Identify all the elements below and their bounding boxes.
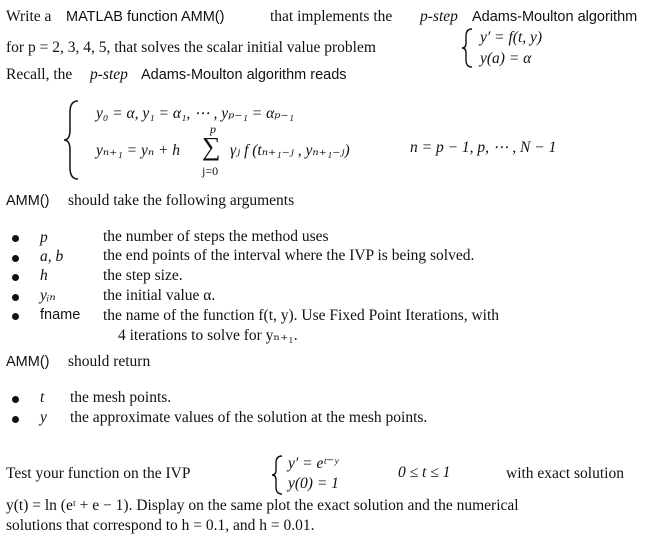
intro-method: Adams-Moulton algorithm	[472, 9, 638, 25]
arg-desc: the initial value α.	[103, 287, 216, 304]
arg-name: h	[40, 267, 48, 284]
arg-name: p	[40, 229, 48, 246]
test-line2: y(t) = ln (eᵗ + e − 1). Display on the same plot the exact solution and the numerical	[6, 497, 519, 514]
bullet	[12, 396, 19, 403]
test-eq1: y′ = eᵗ⁻ʸ	[288, 455, 339, 472]
test-eq2: y(0) = 1	[288, 475, 339, 492]
return-name: y	[40, 409, 47, 426]
returns-heading-fn: AMM()	[6, 354, 50, 370]
test-pre: Test your function on the IVP	[6, 465, 191, 482]
arg-desc: the name of the function f(t, y). Use Fixed Point Iterations, with	[103, 307, 500, 324]
intro-line2: for p = 2, 3, 4, 5, that solves the scalar initial value problem	[6, 39, 376, 56]
sum-top: p	[210, 122, 216, 136]
algorithm-brace	[64, 100, 80, 180]
arg-name: a, b	[40, 248, 64, 265]
arg-desc: the number of steps the method uses	[103, 228, 329, 245]
test-post: with exact solution	[506, 465, 624, 482]
intro-line1-mid: that implements the	[270, 8, 393, 25]
intro-line3-pstep: p-step	[90, 66, 128, 83]
ivp-brace	[462, 28, 474, 68]
sum-symbol: ∑	[202, 132, 221, 161]
bullet	[12, 416, 19, 423]
args-heading-fn: AMM()	[6, 193, 50, 209]
ivp-eq1: y′ = f(t, y)	[480, 29, 543, 46]
ivp-eq2: y(a) = α	[480, 50, 532, 67]
test-ivp-brace	[272, 455, 284, 495]
return-desc: the approximate values of the solution at the mesh points.	[70, 409, 428, 426]
arg-name: yᵢₙ	[40, 287, 56, 304]
return-name: t	[40, 389, 45, 406]
algorithm-range: n = p − 1, p, ⋯ , N − 1	[410, 139, 557, 156]
bullet	[12, 235, 19, 242]
bullet	[12, 255, 19, 262]
return-desc: the mesh points.	[70, 389, 172, 406]
test-line3: solutions that correspond to h = 0.1, and h = 0.01.	[6, 517, 315, 534]
algorithm-eq2-lhs: yₙ₊₁ = yₙ + h	[96, 142, 181, 159]
arg-fname-cont: 4 iterations to solve for yₙ₊₁.	[118, 327, 298, 344]
intro-fn-name: MATLAB function AMM()	[66, 9, 225, 25]
intro-line1-pre: Write a	[6, 8, 52, 25]
intro-line3-pre: Recall, the	[6, 66, 73, 83]
arg-desc: the end points of the interval where the IVP is being solved.	[103, 247, 475, 264]
args-heading-text: should take the following arguments	[68, 192, 295, 209]
test-interval: 0 ≤ t ≤ 1	[398, 464, 451, 481]
intro-line3-method: Adams-Moulton algorithm reads	[141, 67, 347, 83]
bullet	[12, 313, 19, 320]
arg-name: fname	[40, 307, 81, 323]
sum-bottom: j=0	[202, 164, 219, 178]
arg-desc: the step size.	[103, 267, 183, 284]
returns-heading-text: should return	[68, 353, 151, 370]
algorithm-eq2-rhs: γⱼ f (tₙ₊₁₋ⱼ , yₙ₊₁₋ⱼ)	[230, 142, 350, 159]
bullet	[12, 274, 19, 281]
algorithm-eq1: y₀ = α, y₁ = α₁, ⋯ , yₚ₋₁ = αₚ₋₁	[96, 105, 295, 122]
bullet	[12, 294, 19, 301]
intro-pstep: p-step	[420, 8, 458, 25]
